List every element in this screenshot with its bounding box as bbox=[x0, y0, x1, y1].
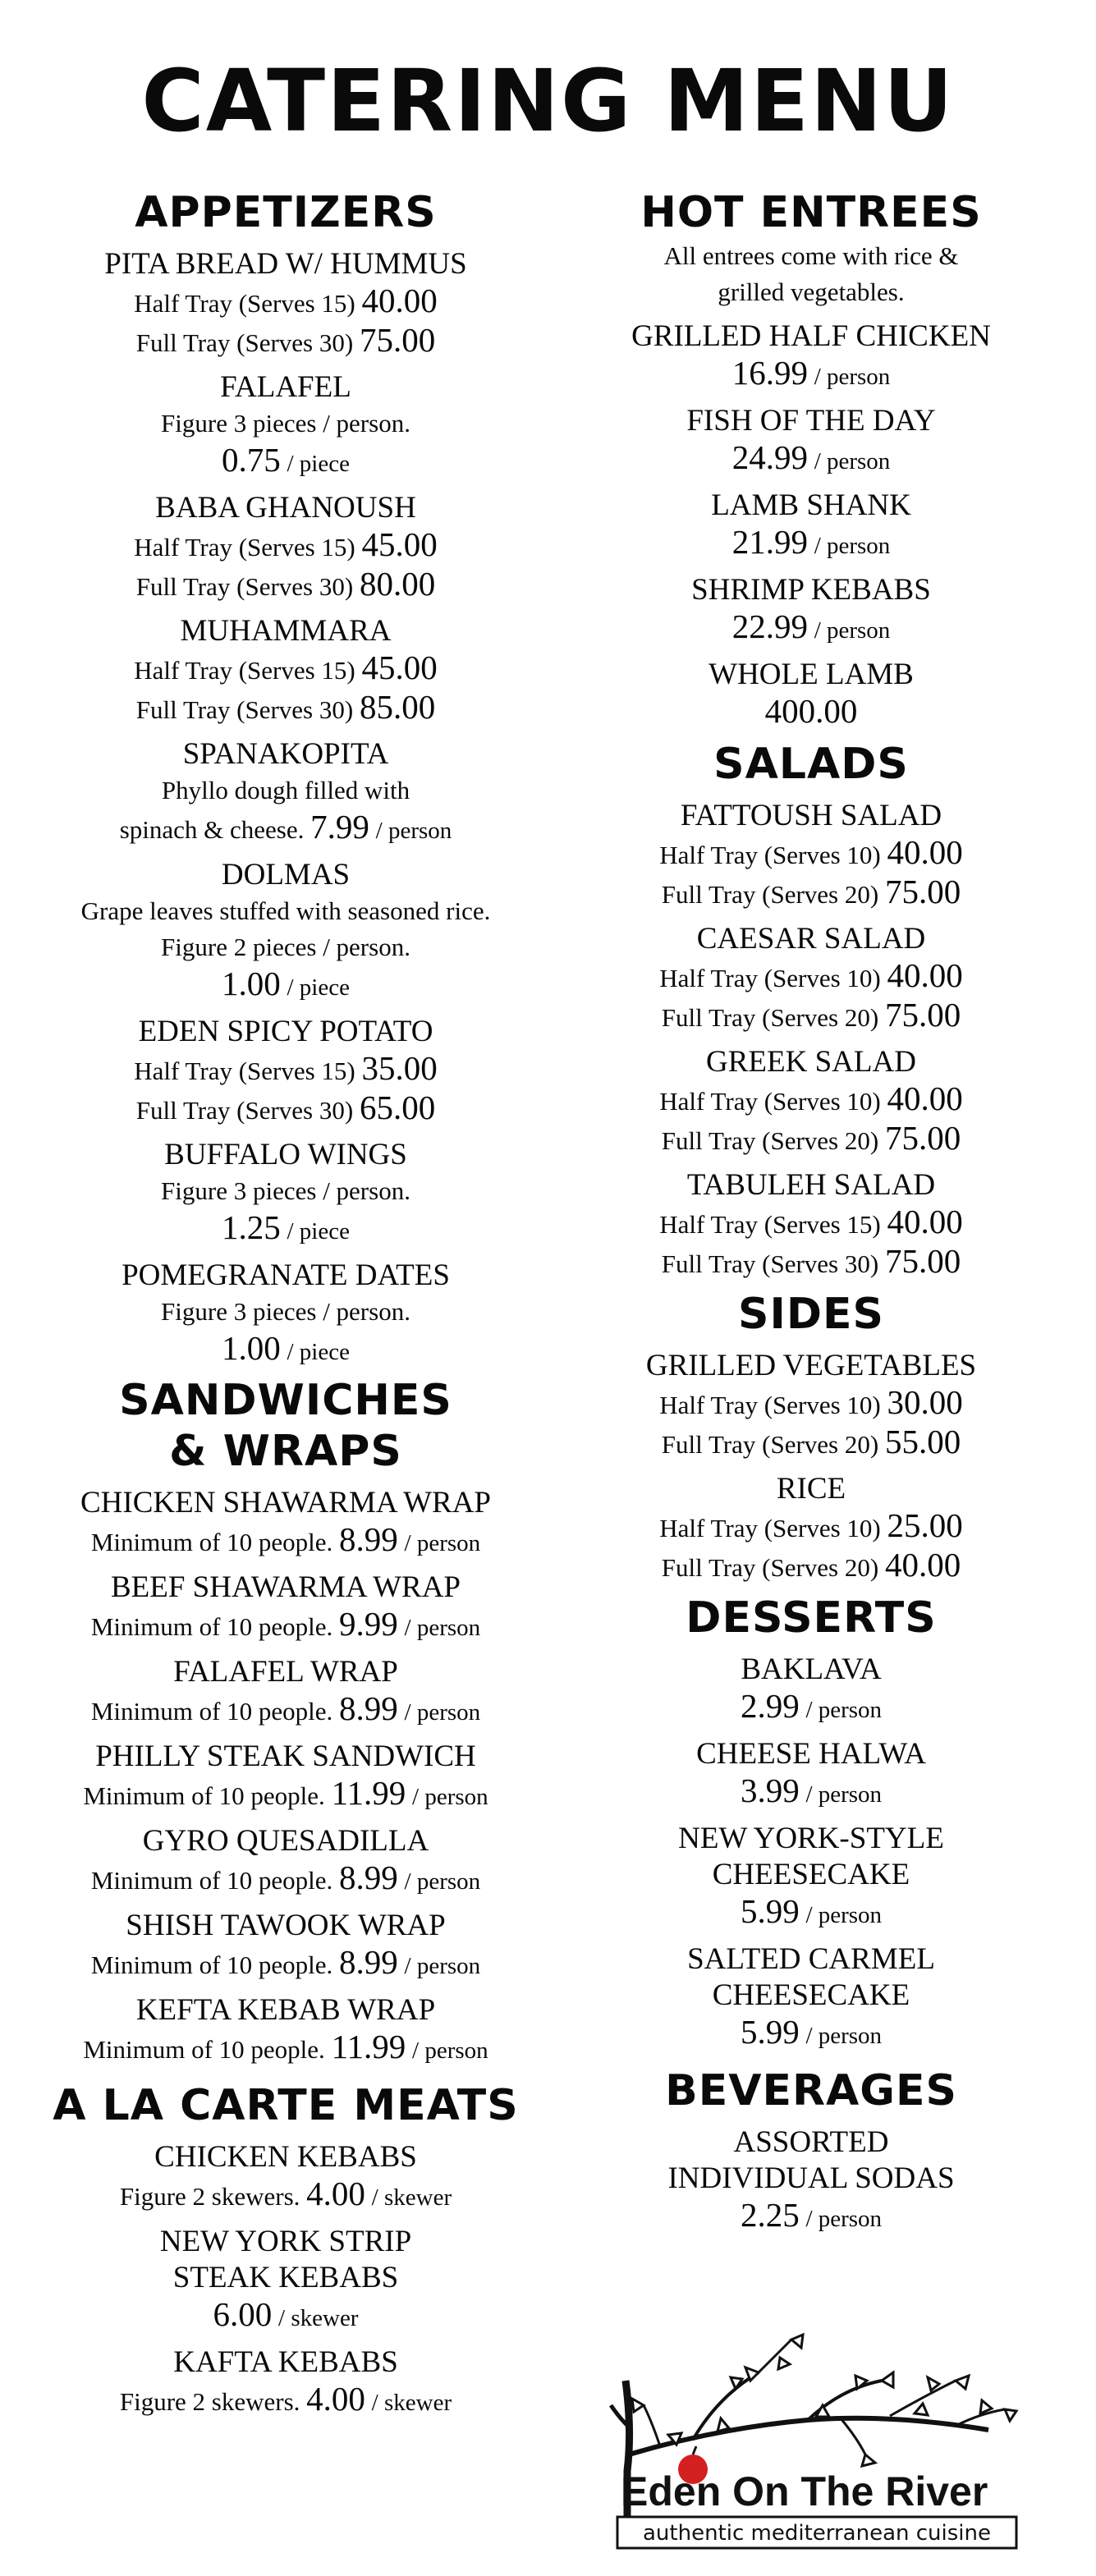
price-unit: / person bbox=[412, 1784, 488, 1810]
item-name-line-2: CHEESECAKE bbox=[712, 1858, 910, 1891]
price-unit: / piece bbox=[287, 1218, 350, 1244]
price-value: 85.00 bbox=[359, 688, 436, 726]
menu-item bbox=[548, 1471, 1074, 1586]
price-line bbox=[548, 2014, 1074, 2054]
price-label: Full Tray (Serves 20) bbox=[661, 1126, 879, 1155]
menu-item bbox=[548, 798, 1074, 913]
menu-title: CATERING MENU bbox=[141, 51, 955, 151]
section-heading-sides: SIDES bbox=[738, 1290, 884, 1339]
item-name: ASSORTED bbox=[733, 2125, 889, 2159]
menu-item bbox=[23, 1485, 548, 1561]
section-heading-line: SANDWICHES bbox=[119, 1376, 452, 1425]
price-line bbox=[548, 1243, 1074, 1282]
price-line bbox=[23, 1330, 548, 1370]
price-value: 1.00 bbox=[222, 965, 281, 1002]
price-unit: / piece bbox=[287, 974, 350, 1001]
menu-item bbox=[23, 1258, 548, 1370]
price-unit: / person bbox=[404, 1868, 481, 1895]
price-line bbox=[23, 322, 548, 361]
price-unit: / person bbox=[404, 1615, 481, 1641]
price-label: Full Tray (Serves 20) bbox=[661, 1553, 879, 1582]
item-name: MUHAMMARA bbox=[180, 614, 392, 648]
leaf-icons bbox=[632, 2335, 1016, 2466]
price-label: Full Tray (Serves 20) bbox=[661, 1003, 879, 1032]
menu-item bbox=[548, 572, 1074, 649]
price-value: 35.00 bbox=[361, 1049, 438, 1087]
item-name-line-2: STEAK KEBABS bbox=[172, 2261, 399, 2294]
price-value: 25.00 bbox=[887, 1506, 963, 1544]
item-name: BABA GHANOUSH bbox=[155, 491, 416, 525]
price-line bbox=[23, 2296, 548, 2336]
item-name: NEW YORK-STYLE bbox=[678, 1822, 944, 1855]
price-line bbox=[23, 526, 548, 566]
menu-item bbox=[548, 1821, 1074, 1933]
menu-item bbox=[548, 1348, 1074, 1463]
item-name: FISH OF THE DAY bbox=[686, 404, 936, 438]
logo-tagline: authentic mediterranean cuisine bbox=[642, 2521, 992, 2546]
item-name: DOLMAS bbox=[221, 858, 351, 892]
price-value: 0.75 bbox=[222, 441, 281, 479]
price-line bbox=[23, 965, 548, 1006]
menu-item bbox=[548, 2125, 1074, 2237]
item-name: GRILLED HALF CHICKEN bbox=[631, 319, 991, 353]
menu-item bbox=[548, 403, 1074, 479]
price-value: 9.99 bbox=[339, 1605, 398, 1643]
item-name: SPANAKOPITA bbox=[182, 737, 389, 771]
price-label: Half Tray (Serves 15) bbox=[134, 289, 355, 318]
price-value: 11.99 bbox=[331, 2028, 406, 2065]
price-value: 75.00 bbox=[884, 873, 961, 910]
price-value: 3.99 bbox=[740, 1772, 800, 1809]
menu-item bbox=[23, 246, 548, 361]
menu-item bbox=[548, 1167, 1074, 1282]
price-label: Half Tray (Serves 15) bbox=[134, 656, 355, 685]
price-label: Minimum of 10 people. bbox=[83, 1781, 325, 1810]
item-name: CHEESE HALWA bbox=[696, 1737, 926, 1771]
beverages-list bbox=[548, 2125, 1074, 2237]
appetizers-list bbox=[23, 246, 548, 1370]
left-column bbox=[23, 187, 548, 2421]
price-line bbox=[23, 809, 548, 849]
price-value: 16.99 bbox=[731, 354, 808, 392]
price-unit: / person bbox=[814, 617, 891, 644]
item-description: Figure 3 pieces / person. bbox=[161, 1297, 410, 1326]
price-line bbox=[23, 1209, 548, 1249]
entrees-intro-line: All entrees come with rice & bbox=[663, 241, 959, 270]
logo-name: Eden On The River bbox=[621, 2468, 988, 2514]
menu-item bbox=[23, 736, 548, 849]
price-unit: / person bbox=[805, 2206, 883, 2232]
price-unit: / person bbox=[814, 448, 891, 474]
price-line bbox=[548, 693, 1074, 732]
item-name: TABULEH SALAD bbox=[686, 1168, 936, 1202]
price-label: Half Tray (Serves 10) bbox=[659, 1391, 881, 1419]
menu-item bbox=[23, 613, 548, 728]
menu-item bbox=[23, 1823, 548, 1900]
price-value: 6.00 bbox=[213, 2295, 273, 2333]
menu-item bbox=[548, 488, 1074, 564]
price-line bbox=[23, 689, 548, 728]
item-name: POMEGRANATE DATES bbox=[122, 1258, 450, 1292]
price-value: 80.00 bbox=[359, 565, 436, 603]
price-line bbox=[548, 957, 1074, 997]
item-name: FATTOUSH SALAD bbox=[680, 799, 942, 832]
price-label: Full Tray (Serves 30) bbox=[661, 1249, 879, 1278]
item-name: EDEN SPICY POTATO bbox=[138, 1015, 433, 1048]
item-name: BEEF SHAWARMA WRAP bbox=[110, 1570, 461, 1604]
entrees-intro-line: grilled vegetables. bbox=[718, 277, 905, 306]
section-heading-line: & WRAPS bbox=[169, 1427, 402, 1476]
price-line bbox=[548, 1120, 1074, 1159]
item-name: RICE bbox=[776, 1472, 846, 1506]
price-line bbox=[548, 1688, 1074, 1728]
price-label: Half Tray (Serves 10) bbox=[659, 841, 881, 869]
price-label: Half Tray (Serves 10) bbox=[659, 964, 881, 992]
menu-item bbox=[23, 1908, 548, 1984]
price-value: 4.00 bbox=[306, 2175, 365, 2212]
right-column bbox=[548, 187, 1074, 2237]
item-description: Grape leaves stuffed with seasoned rice. bbox=[80, 896, 491, 925]
item-name: BAKLAVA bbox=[741, 1652, 882, 1686]
entrees-list bbox=[548, 319, 1074, 732]
price-line bbox=[23, 1521, 548, 1561]
price-value: 8.99 bbox=[339, 1859, 398, 1896]
price-unit: / skewer bbox=[371, 2184, 452, 2211]
price-unit: / person bbox=[404, 1530, 481, 1556]
price-unit: / person bbox=[805, 1697, 883, 1723]
price-value: 40.00 bbox=[887, 833, 963, 871]
item-name: SHRIMP KEBABS bbox=[691, 573, 931, 607]
price-line bbox=[548, 439, 1074, 479]
price-value: 21.99 bbox=[731, 523, 808, 561]
item-name: BUFFALO WINGS bbox=[164, 1138, 407, 1171]
menu-item bbox=[23, 1654, 548, 1730]
price-label: spinach & cheese. bbox=[119, 815, 305, 844]
price-value: 2.25 bbox=[740, 2196, 800, 2234]
item-name: NEW YORK STRIP bbox=[159, 2225, 412, 2258]
price-unit: / person bbox=[404, 1953, 481, 1979]
item-name: CHICKEN KEBABS bbox=[154, 2140, 417, 2174]
price-value: 65.00 bbox=[359, 1089, 436, 1126]
price-line bbox=[548, 524, 1074, 564]
item-name: GYRO QUESADILLA bbox=[142, 1824, 429, 1858]
price-value: 40.00 bbox=[884, 1546, 961, 1584]
price-line bbox=[548, 1080, 1074, 1120]
menu-item bbox=[23, 1739, 548, 1815]
item-name: LAMB SHANK bbox=[711, 488, 911, 522]
menu-item bbox=[23, 2224, 548, 2336]
price-line bbox=[23, 2381, 548, 2421]
price-value: 40.00 bbox=[361, 282, 438, 319]
price-line bbox=[23, 2028, 548, 2069]
price-label: Full Tray (Serves 30) bbox=[135, 572, 354, 601]
menu-item bbox=[548, 1941, 1074, 2054]
price-value: 2.99 bbox=[740, 1687, 800, 1725]
price-line bbox=[548, 834, 1074, 873]
price-label: Full Tray (Serves 30) bbox=[135, 328, 354, 357]
tree-icon bbox=[594, 2331, 1021, 2553]
price-value: 75.00 bbox=[359, 321, 436, 359]
sandwiches-list bbox=[23, 1485, 548, 2069]
menu-item bbox=[548, 1652, 1074, 1728]
item-name: GRILLED VEGETABLES bbox=[645, 1349, 977, 1382]
price-value: 75.00 bbox=[884, 1119, 961, 1157]
price-label: Half Tray (Serves 15) bbox=[134, 1057, 355, 1085]
section-heading-sandwiches bbox=[23, 1375, 548, 1477]
section-heading-entrees: HOT ENTREES bbox=[640, 188, 982, 237]
menu-item bbox=[548, 921, 1074, 1036]
section-heading-beverages: BEVERAGES bbox=[665, 2066, 957, 2115]
price-line bbox=[23, 1690, 548, 1730]
price-value: 30.00 bbox=[887, 1383, 963, 1421]
price-value: 75.00 bbox=[884, 1242, 961, 1280]
price-label: Minimum of 10 people. bbox=[90, 1528, 333, 1556]
price-value: 24.99 bbox=[731, 438, 808, 476]
restaurant-logo bbox=[594, 2331, 1021, 2553]
price-unit: / piece bbox=[287, 451, 350, 477]
price-line bbox=[23, 566, 548, 605]
price-line bbox=[23, 442, 548, 482]
price-label: Minimum of 10 people. bbox=[83, 2035, 325, 2064]
price-value: 40.00 bbox=[887, 1079, 963, 1117]
price-value: 11.99 bbox=[331, 1774, 406, 1812]
desserts-list bbox=[548, 1652, 1074, 2054]
section-heading-salads: SALADS bbox=[713, 740, 909, 789]
menu-item bbox=[23, 1570, 548, 1646]
price-unit: / skewer bbox=[278, 2305, 359, 2331]
price-unit: / piece bbox=[287, 1339, 350, 1365]
price-line bbox=[548, 873, 1074, 913]
menu-item bbox=[23, 2139, 548, 2216]
price-unit: / person bbox=[814, 364, 891, 390]
price-unit: / person bbox=[805, 1781, 883, 1808]
price-label: Figure 2 skewers. bbox=[119, 2182, 300, 2211]
price-line bbox=[548, 1547, 1074, 1586]
price-label: Minimum of 10 people. bbox=[90, 1950, 333, 1979]
item-name: PITA BREAD W/ HUMMUS bbox=[104, 247, 467, 281]
item-name: FALAFEL WRAP bbox=[173, 1655, 398, 1689]
price-line bbox=[548, 2197, 1074, 2237]
menu-item bbox=[548, 657, 1074, 732]
price-line bbox=[23, 1859, 548, 1900]
item-name-line-2: INDIVIDUAL SODAS bbox=[667, 2161, 955, 2195]
price-value: 1.00 bbox=[222, 1329, 281, 1367]
menu-item bbox=[548, 1736, 1074, 1813]
price-label: Half Tray (Serves 10) bbox=[659, 1087, 881, 1116]
menu-item bbox=[548, 1044, 1074, 1159]
menu-item bbox=[548, 319, 1074, 395]
meats-list bbox=[23, 2139, 548, 2421]
price-value: 7.99 bbox=[310, 808, 369, 846]
price-line bbox=[23, 649, 548, 689]
price-label: Minimum of 10 people. bbox=[90, 1612, 333, 1641]
price-label: Half Tray (Serves 15) bbox=[134, 533, 355, 561]
price-value: 45.00 bbox=[361, 649, 438, 686]
item-name: CAESAR SALAD bbox=[696, 922, 926, 956]
item-name: SHISH TAWOOK WRAP bbox=[126, 1909, 446, 1942]
price-value: 45.00 bbox=[361, 525, 438, 563]
price-label: Full Tray (Serves 30) bbox=[135, 695, 354, 724]
item-name: CHICKEN SHAWARMA WRAP bbox=[80, 1486, 492, 1519]
section-heading-meats: A LA CARTE MEATS bbox=[53, 2081, 519, 2130]
price-value: 4.00 bbox=[306, 2380, 365, 2418]
section-heading-appetizers: APPETIZERS bbox=[135, 188, 437, 237]
price-value: 400.00 bbox=[764, 692, 858, 730]
price-value: 75.00 bbox=[884, 996, 961, 1034]
price-line bbox=[548, 1384, 1074, 1423]
menu-item bbox=[23, 1014, 548, 1129]
price-line bbox=[23, 1089, 548, 1129]
price-value: 8.99 bbox=[339, 1520, 398, 1558]
price-unit: / person bbox=[805, 1902, 883, 1928]
menu-item bbox=[23, 1137, 548, 1249]
price-line bbox=[23, 2175, 548, 2216]
price-line bbox=[548, 1893, 1074, 1933]
price-label: Minimum of 10 people. bbox=[90, 1697, 333, 1726]
item-name: WHOLE LAMB bbox=[709, 658, 914, 691]
price-line bbox=[23, 1050, 548, 1089]
item-name: KEFTA KEBAB WRAP bbox=[135, 1993, 436, 2027]
price-unit: / person bbox=[814, 533, 891, 559]
price-value: 8.99 bbox=[339, 1689, 398, 1727]
price-line bbox=[548, 1772, 1074, 1813]
menu-item bbox=[23, 1992, 548, 2069]
price-label: Minimum of 10 people. bbox=[90, 1866, 333, 1895]
menu-item bbox=[23, 2345, 548, 2421]
price-unit: / person bbox=[375, 818, 452, 844]
item-description: Figure 3 pieces / person. bbox=[161, 1176, 410, 1205]
price-line bbox=[548, 1423, 1074, 1463]
price-unit: / person bbox=[412, 2037, 488, 2064]
menu-item bbox=[23, 857, 548, 1006]
section-heading-desserts: DESSERTS bbox=[686, 1593, 937, 1643]
item-name-line-2: CHEESECAKE bbox=[712, 1978, 910, 2012]
price-label: Figure 2 skewers. bbox=[119, 2387, 300, 2416]
price-label: Half Tray (Serves 10) bbox=[659, 1514, 881, 1542]
price-unit: / skewer bbox=[371, 2390, 452, 2416]
price-unit: / person bbox=[404, 1699, 481, 1726]
price-value: 40.00 bbox=[887, 956, 963, 994]
price-label: Half Tray (Serves 15) bbox=[659, 1210, 881, 1239]
price-unit: / person bbox=[805, 2023, 883, 2049]
price-line bbox=[23, 1606, 548, 1646]
price-value: 5.99 bbox=[740, 2013, 800, 2051]
price-label: Full Tray (Serves 20) bbox=[661, 880, 879, 909]
price-value: 1.25 bbox=[222, 1208, 281, 1246]
item-name: FALAFEL bbox=[220, 370, 351, 404]
item-name: GREEK SALAD bbox=[706, 1045, 916, 1079]
price-line bbox=[23, 282, 548, 322]
price-line bbox=[548, 1203, 1074, 1243]
price-value: 5.99 bbox=[740, 1892, 800, 1930]
sides-list bbox=[548, 1348, 1074, 1586]
price-line bbox=[548, 608, 1074, 649]
salads-list bbox=[548, 798, 1074, 1282]
menu-item bbox=[23, 369, 548, 482]
price-label: Full Tray (Serves 20) bbox=[661, 1430, 879, 1459]
price-line bbox=[548, 355, 1074, 395]
item-description: Phyllo dough filled with bbox=[161, 776, 410, 804]
price-value: 40.00 bbox=[887, 1203, 963, 1240]
price-line bbox=[548, 1507, 1074, 1547]
price-line bbox=[23, 1775, 548, 1815]
price-line bbox=[23, 1944, 548, 1984]
price-value: 55.00 bbox=[884, 1423, 961, 1460]
price-label: Full Tray (Serves 30) bbox=[135, 1096, 354, 1125]
price-value: 8.99 bbox=[339, 1943, 398, 1981]
price-value: 22.99 bbox=[731, 607, 808, 645]
item-description: Figure 3 pieces / person. bbox=[161, 409, 410, 438]
menu-item bbox=[23, 490, 548, 605]
price-line bbox=[548, 997, 1074, 1036]
item-name: KAFTA KEBABS bbox=[173, 2345, 398, 2379]
item-name: PHILLY STEAK SANDWICH bbox=[95, 1739, 476, 1773]
item-description: Figure 2 pieces / person. bbox=[161, 933, 410, 961]
item-name: SALTED CARMEL bbox=[687, 1942, 935, 1976]
